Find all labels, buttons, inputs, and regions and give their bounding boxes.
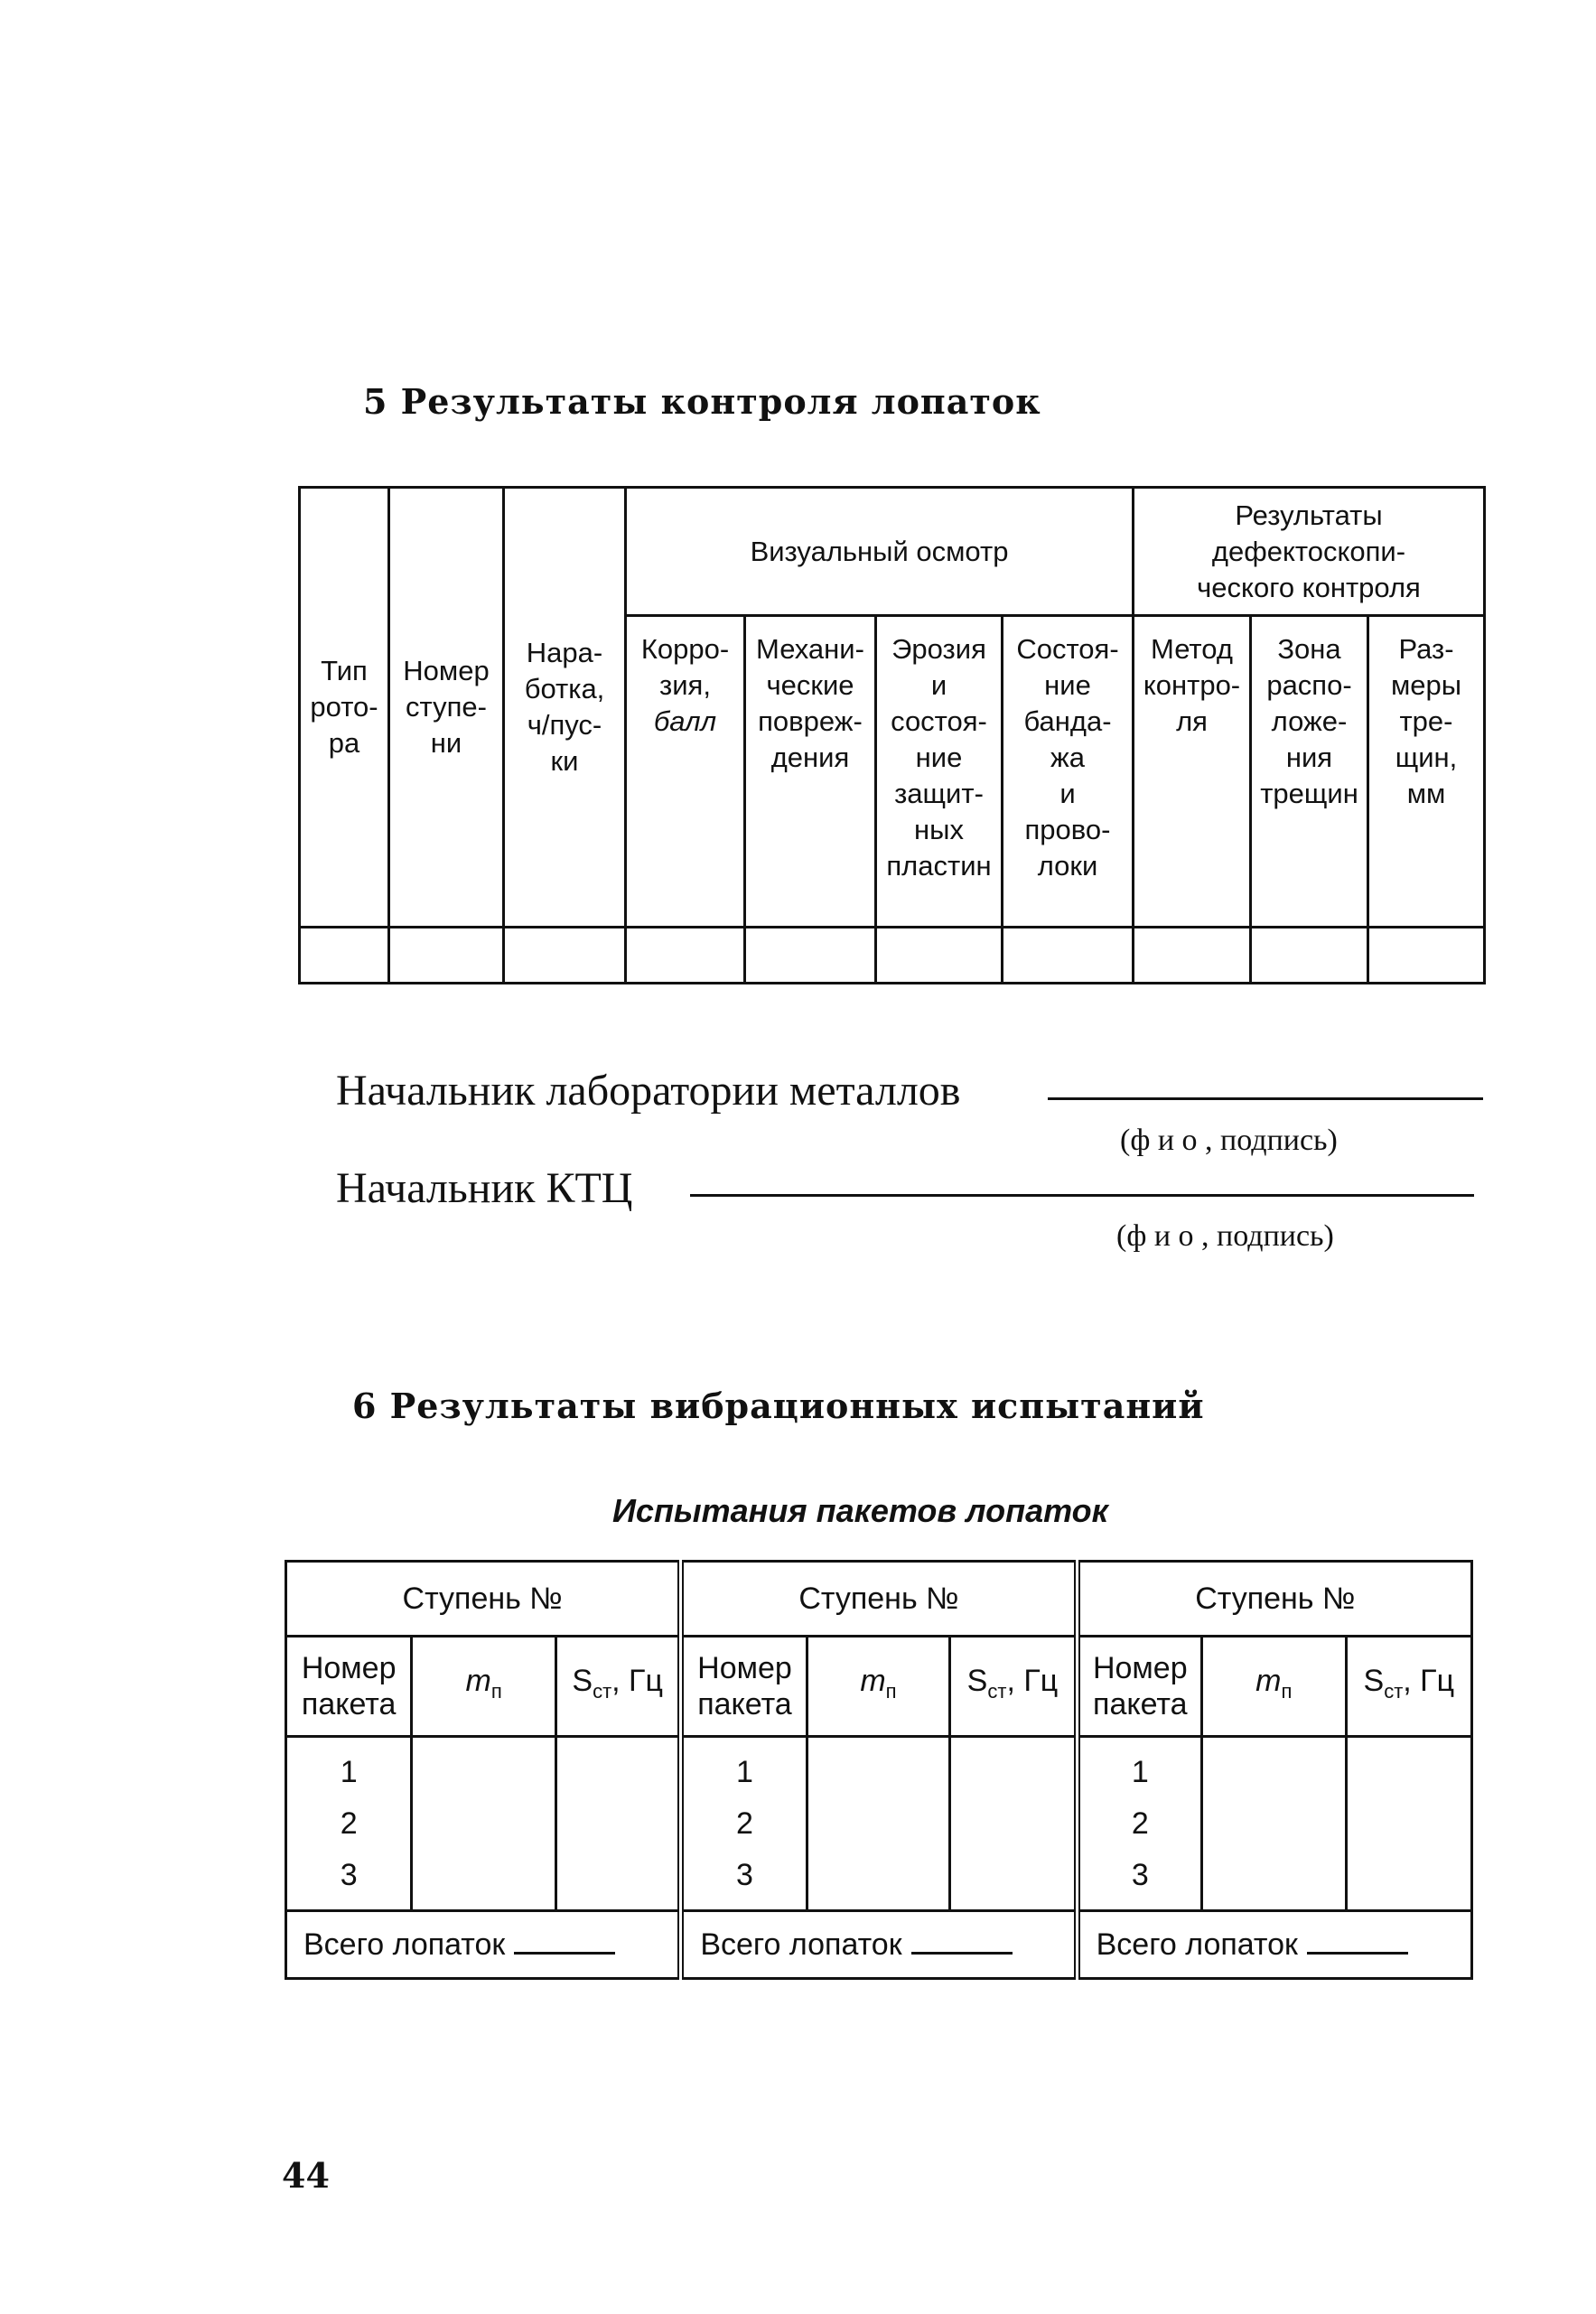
header-stage-number: Номер ступе- ни bbox=[389, 488, 504, 928]
table-cell bbox=[626, 928, 745, 984]
vibration-test-table bbox=[285, 1560, 1473, 1980]
table-row-empty bbox=[300, 928, 1485, 984]
header-visual-inspection: Визуальный осмотр bbox=[626, 488, 1134, 616]
stage-header: Ступень № bbox=[1077, 1562, 1471, 1637]
total-blades-line bbox=[911, 1927, 1013, 1955]
s-header: $S_{ст}$, Гц bbox=[950, 1637, 1077, 1737]
table-cell bbox=[745, 928, 876, 984]
header-operating-hours: Нара- ботка, ч/пус- ки bbox=[504, 488, 626, 928]
table-cell bbox=[555, 1737, 680, 1911]
header-rotor-type: Тип рото- ра bbox=[300, 488, 389, 928]
header-control-method: Метод контро- ля bbox=[1134, 616, 1251, 928]
packet-number-header: Номер пакета bbox=[1077, 1637, 1201, 1737]
packet-number-header: Номер пакета bbox=[286, 1637, 412, 1737]
header-corrosion: Корро- зия, балл bbox=[626, 616, 745, 928]
section-6-subtitle: Испытания пакетов лопаток bbox=[612, 1492, 1108, 1529]
total-blades: Всего лопаток bbox=[1077, 1911, 1471, 1979]
total-blades: Всего лопаток bbox=[286, 1911, 681, 1979]
table-cell bbox=[300, 928, 389, 984]
lab-head-label: Начальник лаборатории металлов bbox=[336, 1067, 961, 1115]
lab-head-note: (ф и о , подпись) bbox=[1120, 1124, 1338, 1157]
ktc-head-note: (ф и о , подпись) bbox=[1116, 1219, 1334, 1253]
header-bandage-state: Состоя- ние банда- жа и прово- локи bbox=[1003, 616, 1134, 928]
section-5-title: 5 Результаты контроля лопаток bbox=[363, 381, 1041, 422]
table-cell bbox=[412, 1737, 556, 1911]
total-blades: Всего лопаток bbox=[681, 1911, 1077, 1979]
header-mechanical-damage: Механи- ческие повреж- дения bbox=[745, 616, 876, 928]
lab-head-signature-line bbox=[1048, 1097, 1483, 1100]
m-header: $m_п$ bbox=[807, 1637, 950, 1737]
packet-number-header: Номер пакета bbox=[681, 1637, 807, 1737]
header-erosion: Эрозия и состоя- ние защит- ных пластин bbox=[876, 616, 1003, 928]
table-row bbox=[286, 1737, 1472, 1911]
header-crack-zone: Зона распо- ложе- ния трещин bbox=[1251, 616, 1368, 928]
blade-inspection-table bbox=[298, 486, 1486, 984]
m-header: $m_п$ bbox=[412, 1637, 556, 1737]
table-cell bbox=[1251, 928, 1368, 984]
header-crack-size: Раз- меры тре- щин, мм bbox=[1368, 616, 1485, 928]
section-6-title: 6 Результаты вибрационных испытаний bbox=[352, 1386, 1205, 1426]
stage-header: Ступень № bbox=[286, 1562, 681, 1637]
s-header: $S_{ст}$, Гц bbox=[1346, 1637, 1471, 1737]
total-blades-line bbox=[514, 1927, 615, 1955]
ktc-head-label: Начальник КТЦ bbox=[336, 1164, 633, 1212]
table-cell bbox=[1134, 928, 1251, 984]
table-cell bbox=[1201, 1737, 1346, 1911]
ktc-head-signature-line bbox=[690, 1194, 1474, 1197]
packet-numbers: 1 2 3 bbox=[1077, 1737, 1201, 1911]
table-cell bbox=[504, 928, 626, 984]
table-cell bbox=[950, 1737, 1077, 1911]
s-header: $S_{ст}$, Гц bbox=[555, 1637, 680, 1737]
header-flaw-detection: Результаты дефектоскопи- ческого контроля bbox=[1134, 488, 1485, 616]
stage-header: Ступень № bbox=[681, 1562, 1077, 1637]
packet-numbers: 1 2 3 bbox=[681, 1737, 807, 1911]
table-cell bbox=[1003, 928, 1134, 984]
packet-numbers: 1 2 3 bbox=[286, 1737, 412, 1911]
table-cell bbox=[389, 928, 504, 984]
table-cell bbox=[807, 1737, 950, 1911]
table-cell bbox=[876, 928, 1003, 984]
table-cell bbox=[1346, 1737, 1471, 1911]
table-cell bbox=[1368, 928, 1485, 984]
total-blades-line bbox=[1307, 1927, 1408, 1955]
m-header: $m_п$ bbox=[1201, 1637, 1346, 1737]
page-number: 44 bbox=[282, 2155, 330, 2196]
